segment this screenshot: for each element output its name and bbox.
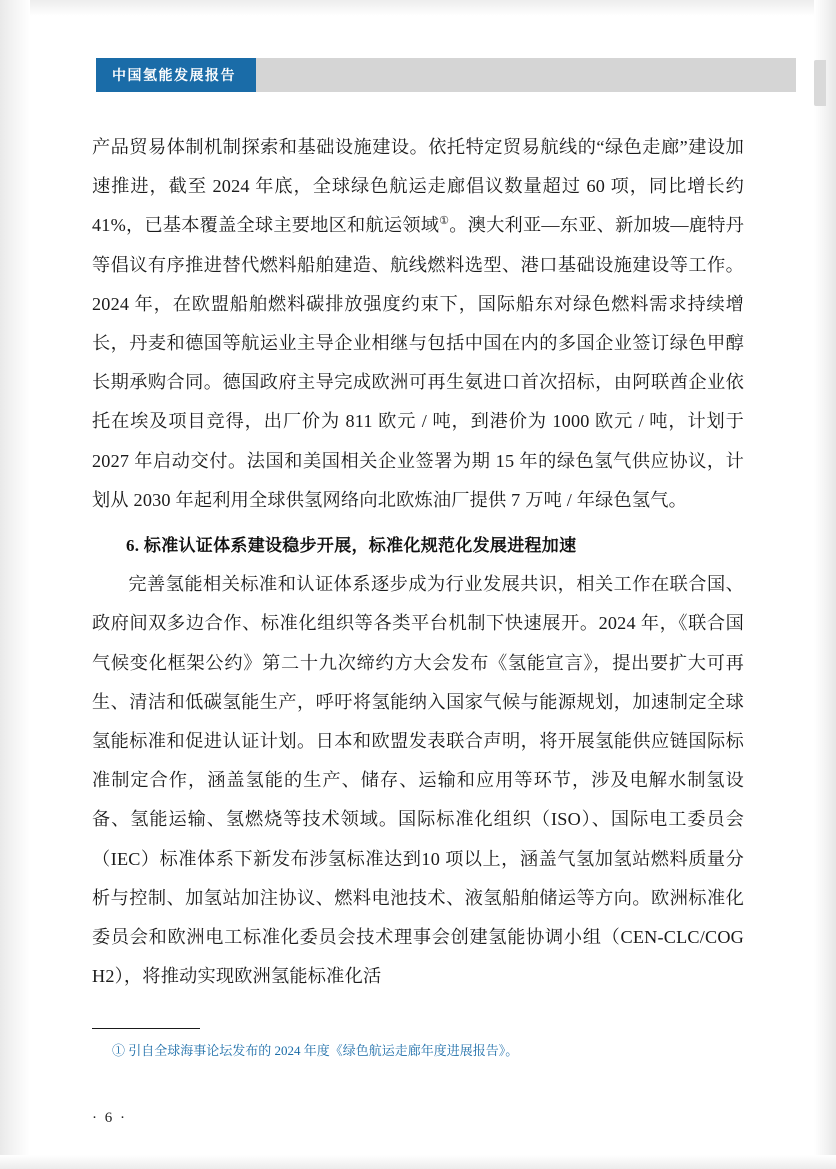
page-edge-top xyxy=(0,0,836,16)
footnote-marker: ① xyxy=(439,215,450,228)
paragraph-continued xyxy=(92,128,744,520)
paragraph-2: 完善氢能相关标准和认证体系逐步成为行业发展共识，相关工作在联合国、政府间双多边合作、标准化组织等各类平台机制下快速展开。2024 年，《联合国气候变化框架公约》第二十九次缔约方大会发布《氢能宣言》，提出要扩大可再生、清洁和低碳氢能生产，呼吁将氢能纳入国家气候与能源规划，加速制定全球氢能标准和促进认证计划。日本和欧盟发表联合声明，将开展氢能供应链国际标准制定合作，涵盖氢能的生产、储存、运输和应用等环节，涉及电解水制氢设备、氢能运输、氢燃烧等技术领域。国际标准化组织（ISO）、国际电工委员会（IEC）标准体系下新发布涉氢标准达到10 项以上，涵盖气氢加氢站燃料质量分析与控制、加氢站加注协议、燃料电池技术、液氢船舶储运等方向。欧洲标准化委员会和欧洲电工标准化委员会技术理事会创建氢能协调小组（CEN-CLC/COG H2），将推动实现欧洲氢能标准化活 xyxy=(92,574,744,987)
footnote-divider xyxy=(92,1028,200,1029)
page-edge-right xyxy=(814,0,836,1169)
page-edge-left xyxy=(0,0,30,1169)
footnote-area xyxy=(92,1028,744,1061)
header-title: 中国氢能发展报告 xyxy=(96,58,256,92)
footnote-text: ① 引自全球海事论坛发布的 2024 年度《绿色航运走廊年度进展报告》。 xyxy=(112,1043,519,1058)
page-number: · 6 · xyxy=(92,1110,127,1126)
page-tab-marker xyxy=(814,60,826,106)
running-header xyxy=(96,58,796,92)
paragraph-1-text-part1: 产品贸易体制机制探索和基础设施建设。依托特定贸易航线的“绿色走廊”建设加速推进，截至 2024 年底，全球绿色航运走廊倡议数量超过 60 项，同比增长约 41%，已基本覆盖全球主要地区和航运领域 xyxy=(92,137,744,236)
paragraph-1-text-part2: 。澳大利亚—东亚、新加坡—鹿特丹等倡议有序推进替代燃料船舶建造、航线燃料选型、港口基础设施建设等工作。2024 年，在欧盟船舶燃料碳排放强度约束下，国际船东对绿色燃料需求持续增长，丹麦和德国等航运业主导企业相继与包括中国在内的多国企业签订绿色甲醇长期承购合同。德国政府主导完成欧洲可再生氨进口首次招标，由阿联酋企业依托在埃及项目竞得，出厂价为 811 欧元 / 吨，到港价为 1000 欧元 / 吨，计划于 2027 年启动交付。法国和美国相关企业签署为期 15 年的绿色氢气供应协议，计划从 2030 年起利用全球供氢网络向北欧炼油厂提供 7 万吨 / 年绿色氢气。 xyxy=(92,215,745,510)
page-content xyxy=(92,128,744,996)
page-edge-bottom xyxy=(0,1155,836,1169)
section-heading: 6. 标准认证体系建设稳步开展，标准化规范化发展进程加速 xyxy=(126,536,577,556)
